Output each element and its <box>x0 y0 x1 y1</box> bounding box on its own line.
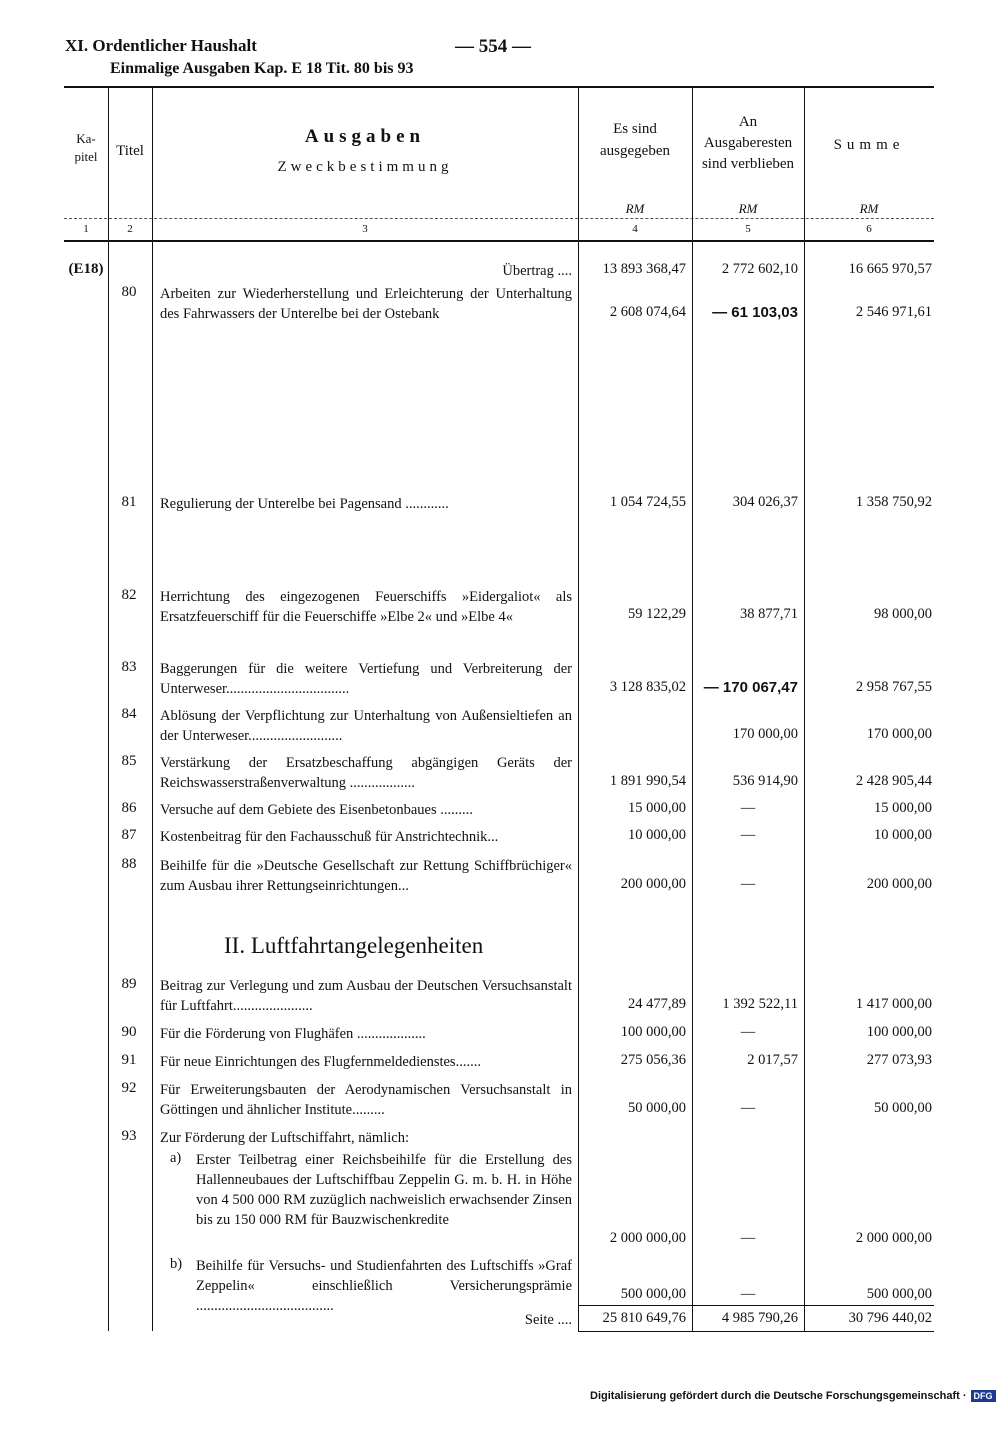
row-91-c5: 2 017,57 <box>747 1052 798 1068</box>
row-89-c4: 24 477,89 <box>628 996 686 1012</box>
row-87-desc: Kostenbeitrag für den Fachausschuß für Anstrichtechnik... <box>160 829 499 845</box>
row-84-desc: Ablösung der Verpflichtung zur Unterhaltung von Außensieltiefen an der Unterweser.......................... <box>160 708 572 744</box>
row-83-c5: — 170 067,47 <box>703 679 798 696</box>
row-83-titel: 83 <box>121 659 137 675</box>
uebertrag-label: Übertrag .... <box>502 263 572 279</box>
row-84-titel: 84 <box>121 706 137 722</box>
row-86-c6: 15 000,00 <box>874 800 932 816</box>
row-81-desc: Regulierung der Unterelbe bei Pagensand ............ <box>160 496 449 512</box>
row-84-c6: 170 000,00 <box>866 726 932 742</box>
sub-b-desc: Beihilfe für Versuchs- und Studienfahrten des Luftschiffs »Graf Zeppelin« einschließlich Versicherungsprämie ...................................... <box>196 1258 572 1314</box>
colnum-6: 6 <box>866 223 872 235</box>
footer-text: Digitalisierung gefördert durch die Deutsche Forschungsgemeinschaft · <box>590 1390 967 1402</box>
row-80-desc: Arbeiten zur Wiederherstellung und Erleichterung der Unterhaltung des Fahrwassers der Unterelbe bei der Ostebank <box>160 286 572 322</box>
row-86-c5: — <box>740 800 756 816</box>
section-heading: II. Luftfahrtangelegenheiten <box>224 933 484 958</box>
header-ausgaben: Ausgaben <box>304 126 426 147</box>
seite-c5: 4 985 790,26 <box>721 1310 798 1326</box>
row-80-c4: 2 608 074,64 <box>609 304 686 320</box>
row-90-desc: Für die Förderung von Flughäfen ................... <box>160 1026 426 1042</box>
row-93-desc: Zur Förderung der Luftschiffahrt, nämlich: <box>160 1130 409 1146</box>
colnum-4: 4 <box>632 223 638 235</box>
header-summe: Summe <box>833 137 905 153</box>
row-82-titel: 82 <box>121 587 137 603</box>
row-88-c4: 200 000,00 <box>620 876 686 892</box>
colnum-5: 5 <box>745 223 751 235</box>
seite-label: Seite .... <box>524 1312 572 1328</box>
row-86-desc: Versuche auf dem Gebiete des Eisenbetonbaues ......... <box>160 802 473 818</box>
uebertrag-c5: 2 772 602,10 <box>721 261 798 277</box>
row-85-c4: 1 891 990,54 <box>609 773 686 789</box>
row-92-c6: 50 000,00 <box>874 1100 932 1116</box>
row-83-c6: 2 958 767,55 <box>855 679 932 695</box>
unit-c5: RM <box>738 201 758 216</box>
row-81-c4: 1 054 724,55 <box>609 494 686 510</box>
row-93-titel: 93 <box>121 1128 137 1144</box>
row-85-desc: Verstärkung der Ersatzbeschaffung abgängigen Geräts der Reichswasserstraßenverwaltung .................. <box>160 755 572 791</box>
dfg-logo: DFG <box>971 1390 996 1402</box>
page-number: — 554 — <box>455 36 531 57</box>
sub-a-desc: Erster Teilbetrag einer Reichsbeihilfe für die Erstellung des Hallenneubaues der Luftschiffbau Zeppelin G. m. b. H. in Höhe von 4 500 000 RM zuzüglich nachweislich erwachsender Zinsen bis zu 150 000 RM für Bauzwischenkredite <box>196 1152 572 1228</box>
row-88-c6: 200 000,00 <box>866 876 932 892</box>
col-divider <box>578 86 579 1331</box>
header-titel: Titel <box>116 143 144 159</box>
row-80-c6: 2 546 971,61 <box>855 304 932 320</box>
row-84-c5: 170 000,00 <box>732 726 798 742</box>
row-85-titel: 85 <box>121 753 137 769</box>
header-ausgabereste: An Ausgaberesten sind verblieben <box>701 114 795 172</box>
row-81-c5: 304 026,37 <box>732 494 798 510</box>
sub-b-label: b) <box>170 1256 183 1272</box>
colnum-1: 1 <box>83 223 89 235</box>
row-89-titel: 89 <box>121 976 137 992</box>
unit-c6: RM <box>859 201 879 216</box>
col-divider <box>804 86 805 1331</box>
row-80-titel: 80 <box>121 284 137 300</box>
col-divider <box>108 86 109 1331</box>
sum-rule <box>578 1305 934 1306</box>
row-87-c6: 10 000,00 <box>874 827 932 843</box>
row-90-titel: 90 <box>121 1024 137 1040</box>
row-89-desc: Beitrag zur Verlegung und zum Ausbau der Deutschen Versuchsanstalt für Luftfahrt...................... <box>160 978 572 1014</box>
row-81-c6: 1 358 750,92 <box>855 494 932 510</box>
col-divider <box>692 86 693 1331</box>
row-89-c5: 1 392 522,11 <box>722 996 798 1012</box>
row-89-c6: 1 417 000,00 <box>855 996 932 1012</box>
colnum-3: 3 <box>362 223 368 235</box>
row-83-desc: Baggerungen für die weitere Vertiefung und Verbreiterung der Unterweser.................................. <box>160 661 572 697</box>
header-zweck: Zweckbestimmung <box>277 159 453 175</box>
row-83-c4: 3 128 835,02 <box>609 679 686 695</box>
row-90-c5: — <box>740 1024 756 1040</box>
row-86-titel: 86 <box>121 800 137 816</box>
row-92-titel: 92 <box>121 1080 137 1096</box>
row-81-titel: 81 <box>121 494 137 510</box>
row-92-c5: — <box>740 1100 756 1116</box>
row-87-c5: — <box>740 827 756 843</box>
header-ausgegeben: Es sind ausgegeben <box>600 121 670 159</box>
kapitel-label: (E18) <box>68 261 104 277</box>
sub-a-c4: 2 000 000,00 <box>609 1230 686 1246</box>
chapter-heading: XI. Ordentlicher Haushalt <box>65 36 257 55</box>
row-88-titel: 88 <box>121 856 137 872</box>
sub-a-c6: 2 000 000,00 <box>855 1230 932 1246</box>
row-87-c4: 10 000,00 <box>628 827 686 843</box>
seite-c6: 30 796 440,02 <box>848 1310 932 1326</box>
sub-b-c6: 500 000,00 <box>866 1286 932 1302</box>
sub-b-c5: — <box>740 1286 756 1302</box>
row-92-c4: 50 000,00 <box>628 1100 686 1116</box>
row-91-desc: Für neue Einrichtungen des Flugfernmeldedienstes....... <box>160 1054 481 1070</box>
row-85-c6: 2 428 905,44 <box>855 773 932 789</box>
row-85-c5: 536 914,90 <box>732 773 798 789</box>
row-82-c6: 98 000,00 <box>874 606 932 622</box>
row-91-titel: 91 <box>121 1052 137 1068</box>
col-divider <box>152 86 153 1331</box>
chapter-subtitle: Einmalige Ausgaben Kap. E 18 Tit. 80 bis 93 <box>110 60 414 77</box>
sum-rule-bottom <box>578 1331 934 1332</box>
sub-a-c5: — <box>740 1230 756 1246</box>
row-90-c4: 100 000,00 <box>620 1024 686 1040</box>
row-88-c5: — <box>740 876 756 892</box>
digitization-note <box>590 1390 996 1402</box>
row-92-desc: Für Erweiterungsbauten der Aerodynamischen Versuchsanstalt in Göttingen und ähnlicher Institute......... <box>160 1082 572 1118</box>
row-80-c5: — 61 103,03 <box>712 304 798 321</box>
row-88-desc: Beihilfe für die »Deutsche Gesellschaft zur Rettung Schiffbrüchiger« zum Ausbau ihrer Rettungseinrichtungen... <box>160 858 572 894</box>
row-91-c4: 275 056,36 <box>620 1052 686 1068</box>
row-91-c6: 277 073,93 <box>866 1052 932 1068</box>
header-kapitel: Ka- pitel <box>74 131 98 164</box>
uebertrag-c4: 13 893 368,47 <box>602 261 686 277</box>
row-90-c6: 100 000,00 <box>866 1024 932 1040</box>
row-82-c5: 38 877,71 <box>740 606 798 622</box>
row-82-c4: 59 122,29 <box>628 606 686 622</box>
row-86-c4: 15 000,00 <box>628 800 686 816</box>
seite-c4: 25 810 649,76 <box>602 1310 686 1326</box>
sub-a-label: a) <box>170 1150 182 1166</box>
row-82-desc: Herrichtung des eingezogenen Feuerschiffs »Eidergaliot« als Ersatzfeuerschiff für die Feuerschiffe »Elbe 2« und »Elbe 4« <box>160 589 572 625</box>
colnum-2: 2 <box>127 223 133 235</box>
sub-b-c4: 500 000,00 <box>620 1286 686 1302</box>
uebertrag-c6: 16 665 970,57 <box>848 261 932 277</box>
row-87-titel: 87 <box>121 827 137 843</box>
unit-c4: RM <box>625 201 645 216</box>
